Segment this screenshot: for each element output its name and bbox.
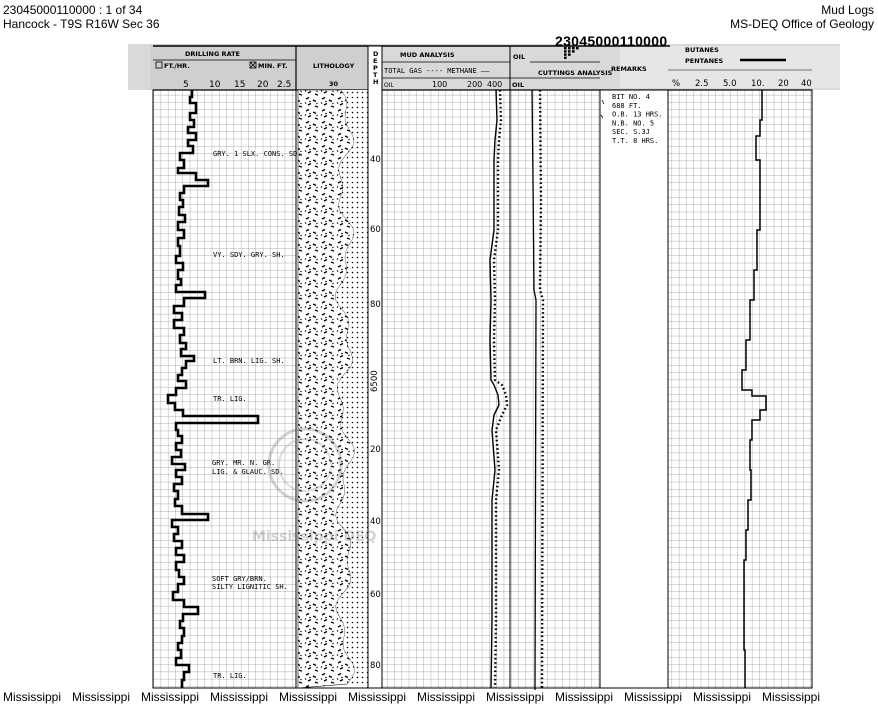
drilling-rate-unit-left: FT./HR. bbox=[164, 62, 190, 70]
remark-line: SEC. S.3J bbox=[612, 128, 650, 137]
depth-column bbox=[368, 46, 382, 688]
lithology-scale: 30 bbox=[329, 80, 339, 88]
remark-line: N.B. NO. 5 bbox=[612, 119, 655, 128]
drilling-rate-tick-label: 15 bbox=[234, 80, 246, 90]
pentanes-tick-label: 2.5 bbox=[695, 79, 709, 89]
lithology-note: GRY. 1 SLX. CONS. SD. bbox=[213, 150, 302, 158]
lithology-note: TR. LIG. bbox=[213, 672, 247, 680]
drilling-rate-unit-right: MIN. FT. bbox=[258, 62, 288, 70]
document-type: Mud Logs bbox=[821, 3, 874, 17]
mud-analysis-tick-label: OIL bbox=[384, 82, 394, 89]
remarks-column bbox=[600, 65, 668, 688]
lithology-column bbox=[296, 62, 368, 688]
oil-scale-label: OIL bbox=[512, 81, 525, 89]
footer-state-label: Mississippi bbox=[555, 690, 614, 704]
well-location: Hancock - T9S R16W Sec 36 bbox=[3, 17, 160, 31]
mud-analysis-legend: TOTAL GAS ---- METHANE —— bbox=[384, 67, 490, 75]
lithology-note: VY. SDY. GRY. SH. bbox=[213, 251, 285, 259]
mud-analysis-title: MUD ANALYSIS bbox=[400, 51, 455, 59]
depth-label: 80 bbox=[370, 300, 381, 310]
well-id-label: 23045000110000 bbox=[555, 33, 668, 49]
drilling-rate-tick-label: 2.5 bbox=[277, 80, 292, 90]
cuttings-title: CUTTINGS ANALYSIS bbox=[538, 69, 613, 77]
remarks-title: REMARKS bbox=[611, 65, 647, 73]
mud-analysis-tick-label: 200 bbox=[467, 80, 483, 89]
footer-state-label: Mississippi bbox=[693, 690, 752, 704]
oil-title: OIL bbox=[513, 53, 526, 61]
remark-line: T.T. 8 HRS. bbox=[612, 137, 659, 145]
drilling-rate-tick-label: 5 bbox=[183, 80, 189, 90]
pentanes-tick-label: % bbox=[672, 79, 681, 89]
lithology-note: SOFT GRY/BRN. SILTY LIGNITIC SH. bbox=[212, 575, 288, 591]
pentanes-label: PENTANES bbox=[685, 57, 724, 65]
depth-label: 20 bbox=[370, 445, 381, 455]
depth-title: D E P T H bbox=[373, 50, 379, 86]
depth-label: 40 bbox=[370, 155, 381, 165]
pentanes-tick-label: 40 bbox=[801, 79, 812, 89]
drilling-rate-tick-label: 10 bbox=[209, 80, 221, 90]
mud-analysis-column bbox=[382, 51, 510, 688]
pentanes-tick-label: 5.0 bbox=[723, 79, 737, 89]
depth-label: 6500 bbox=[370, 370, 380, 392]
depth-label: 40 bbox=[370, 517, 381, 527]
footer-state-label: Mississippi bbox=[210, 690, 269, 704]
watermark-text: Mississippi DEQ bbox=[252, 529, 377, 545]
footer-state-label: Mississippi bbox=[762, 690, 821, 704]
source-organization: MS-DEQ Office of Geology bbox=[730, 17, 874, 31]
mud-analysis-tick-label: 100 bbox=[432, 80, 448, 89]
pentanes-tick-label: 10. bbox=[751, 79, 765, 89]
footer-state-label: Mississippi bbox=[486, 690, 545, 704]
depth-label: 80 bbox=[370, 661, 381, 671]
pentanes-tick-label: 20 bbox=[778, 79, 789, 89]
lithology-title: LITHOLOGY bbox=[313, 62, 355, 70]
remark-line: O.B. 13 HRS. bbox=[612, 110, 663, 119]
lithology-note: TR. LIG. bbox=[213, 395, 247, 403]
drilling-rate-column bbox=[153, 46, 296, 688]
depth-label: 60 bbox=[370, 225, 381, 235]
footer-state-label: Mississippi bbox=[141, 690, 200, 704]
drilling-rate-tick-label: 20 bbox=[257, 80, 269, 90]
remark-line: 688 FT. bbox=[612, 101, 642, 110]
depth-label: 60 bbox=[370, 590, 381, 600]
footer-state-label: Mississippi bbox=[279, 690, 338, 704]
page-indicator: 23045000110000 : 1 of 34 bbox=[3, 3, 143, 17]
footer-state-label: Mississippi bbox=[3, 690, 62, 704]
lithology-note: LT. BRN. LIG. SH. bbox=[213, 357, 285, 365]
lithology-note: GRY. MR. N. GR. LIG. & GLAUC. SD. bbox=[212, 459, 284, 476]
footer-watermark-row bbox=[0, 690, 878, 705]
footer-state-label: Mississippi bbox=[417, 690, 476, 704]
oil-cuttings-column bbox=[510, 46, 613, 690]
remark-line: BIT NO. 4 bbox=[612, 93, 650, 101]
footer-state-label: Mississippi bbox=[624, 690, 683, 704]
footer-state-label: Mississippi bbox=[72, 690, 131, 704]
butanes-label: BUTANES bbox=[685, 46, 719, 54]
pentanes-column bbox=[668, 46, 812, 688]
mud-analysis-tick-label: 400 bbox=[487, 80, 503, 89]
footer-state-label: Mississippi bbox=[348, 690, 407, 704]
drilling-rate-title: DRILLING RATE bbox=[185, 50, 240, 58]
